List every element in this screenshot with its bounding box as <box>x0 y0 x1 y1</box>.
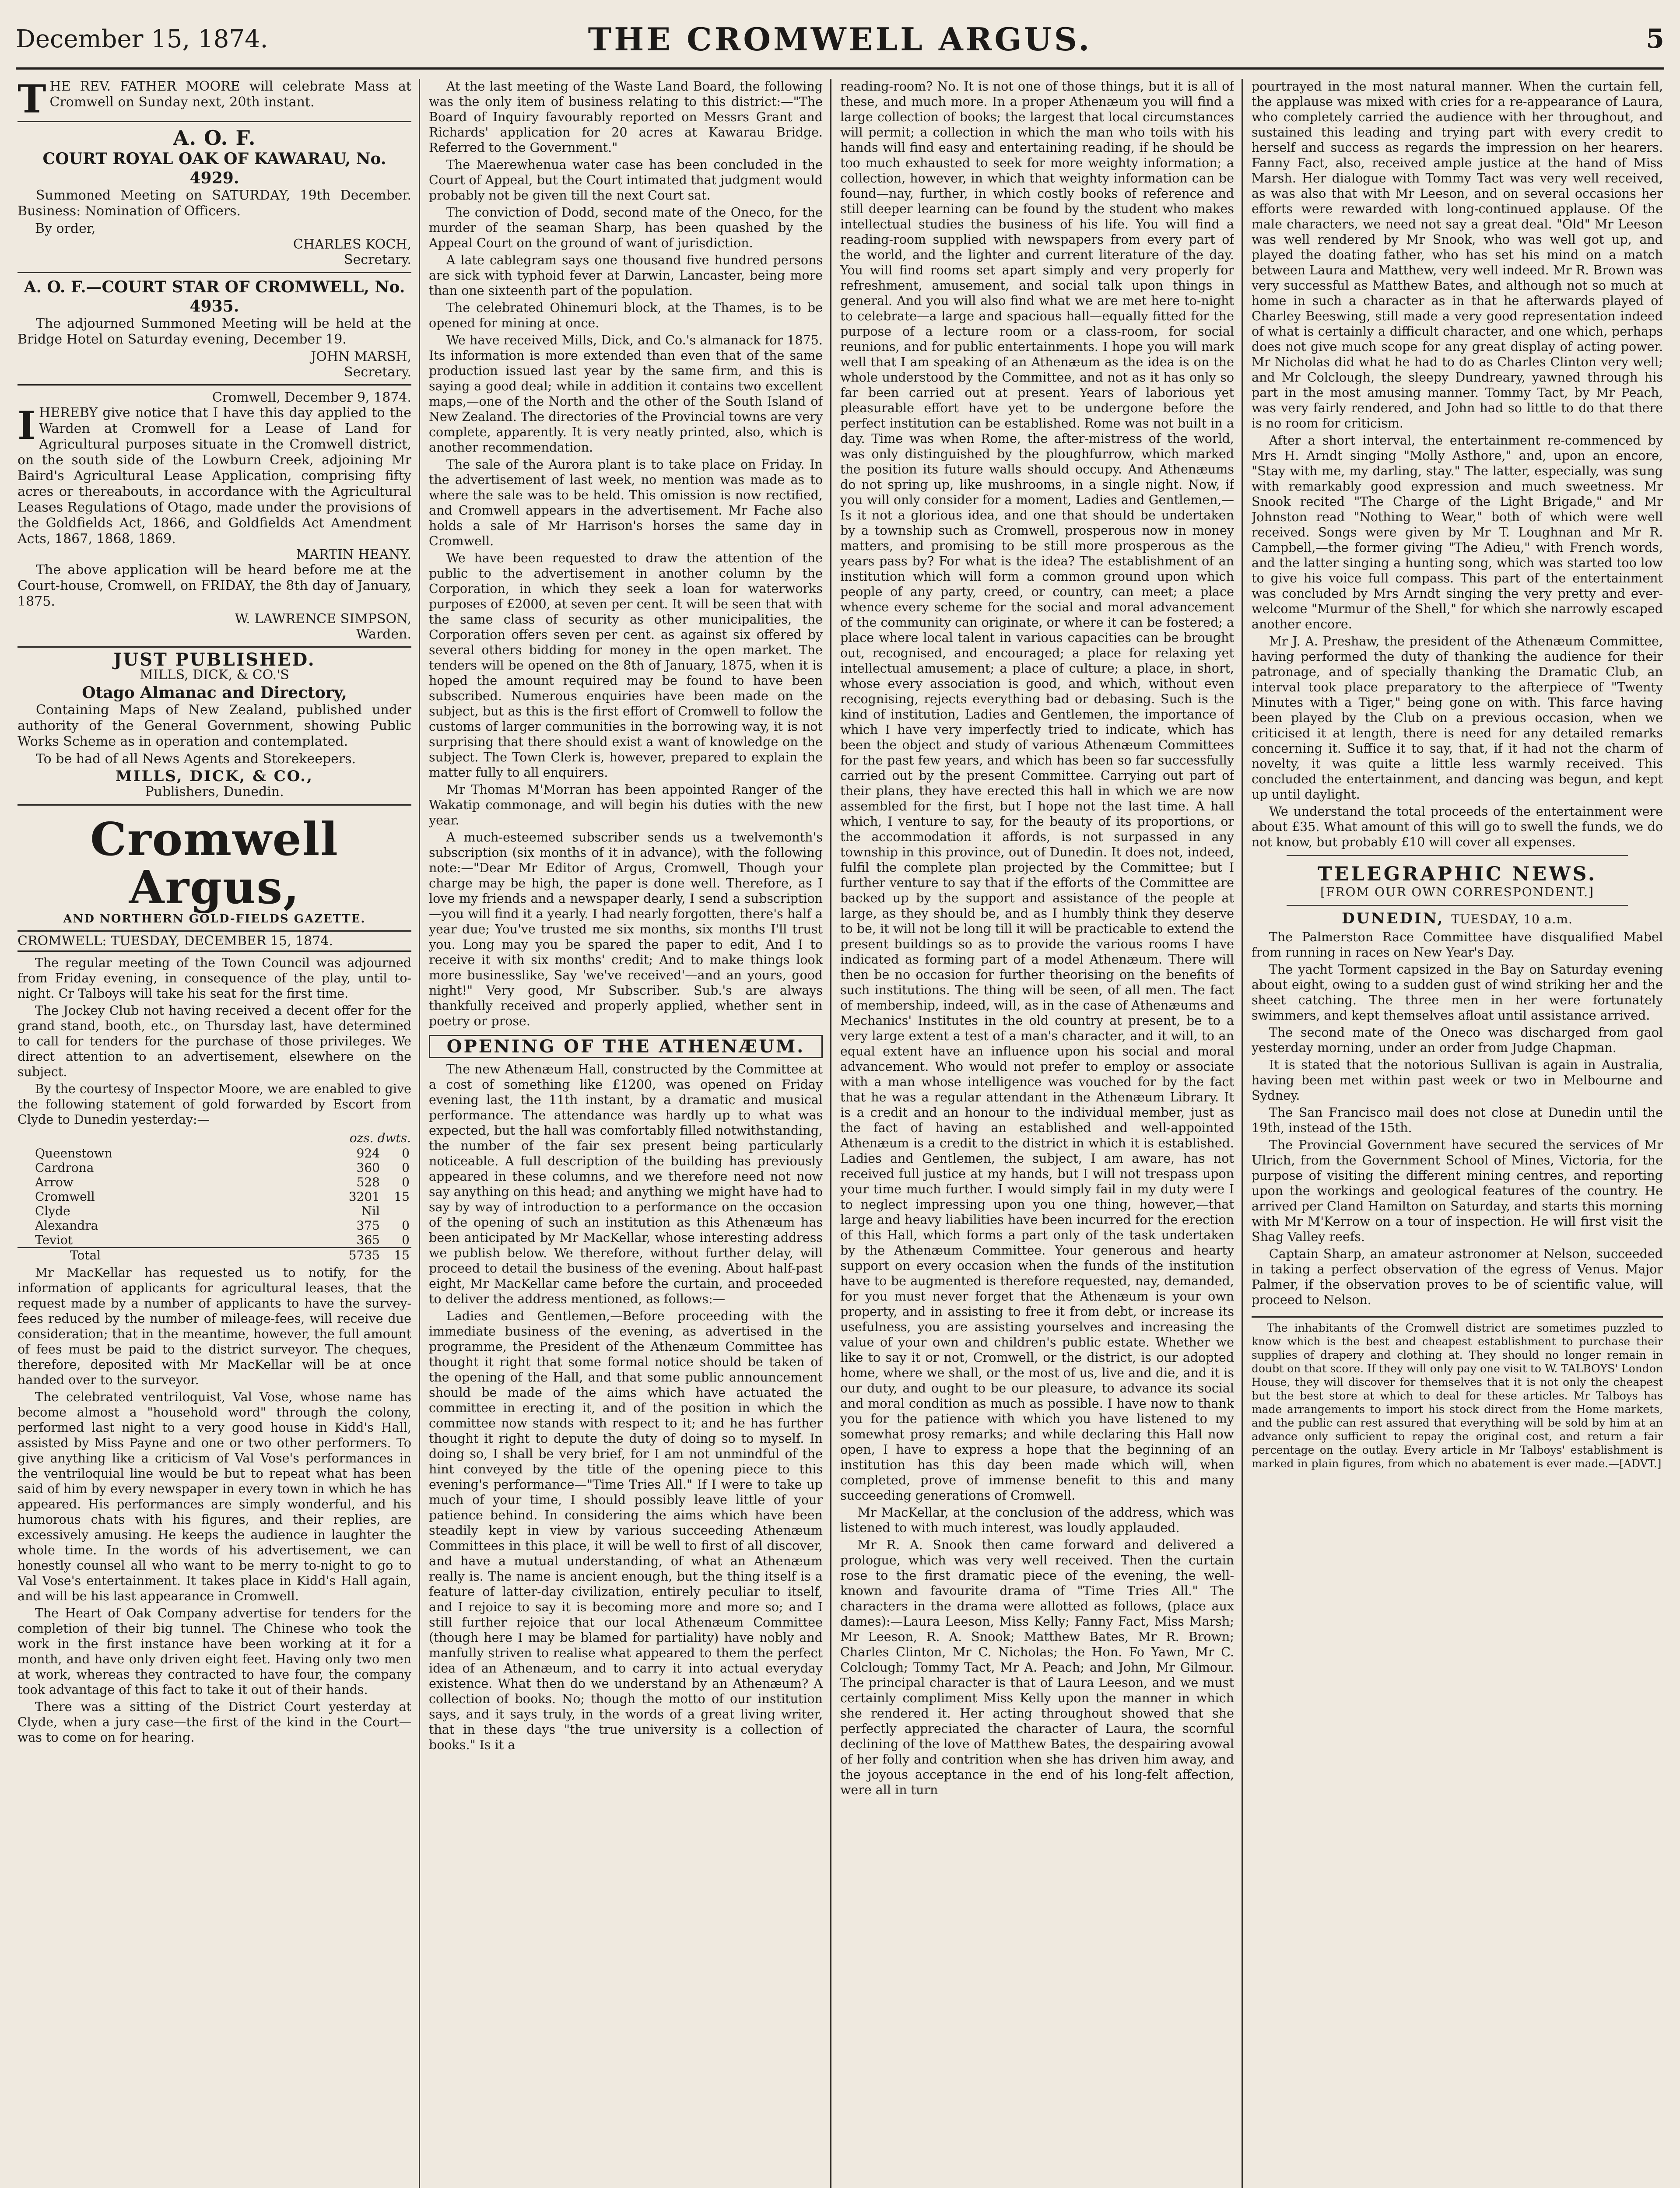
news-paragraph: The sale of the Aurora plant is to take place on Friday. In the advertisement of last week, no mention was made as to where the sale was to be held. This omission is now rectified, and Cromwell appears in the advertisement. Mr Fache also holds a sale of Mr Harrison's horses the same day in Cromwell. <box>429 457 823 548</box>
news-paragraph: A much-esteemed subscriber sends us a twelvemonth's subscription (six months of it in advance), with the following note:—"Dear Mr Editor of Argus, Cromwell, Though your charge may be high, the paper is done well. Therefore, as I love my friends and a newspaper dearly, I send a subscription—you will find it a yearly. I had nearly forgotten, there's half a year due; You've trusted me six months, six months I'll trust you. Long may you be spared the paper to edit, And I to receive it with six months' credit; And to make things look more businesslike, Say 'we've received'—and an yours, good night!" Very good, Mr Subscriber. Sub.'s are always thankfully received and properly applied, whether sent in poetry or prose. <box>429 830 823 1028</box>
column-rule <box>830 79 831 2188</box>
column-1 <box>18 79 411 2188</box>
ad-text: Containing Maps of New Zealand, published under authority of the General Government, showing Public Works Scheme as in operation and contemplated. <box>18 702 411 749</box>
gold-ounces: 528 <box>356 1175 380 1189</box>
divider <box>18 646 411 648</box>
nameplate-subtitle: AND NORTHERN GOLD-FIELDS GAZETTE. <box>63 912 366 926</box>
news-paragraph: Mr MacKellar has requested us to notify, for the information of applicants for agricultural leases, that the request made by a number of applicants to have the survey-fees reduced by the number of mileage-fees, will receive due consideration; that in the meantime, however, the full amount of fees must be paid to the district surveyor. The cheques, therefore, deposited with Mr MacKellar will be at once handed over to the surveyor. <box>18 1266 411 1387</box>
gold-pennyweights: 0 <box>402 1161 410 1175</box>
news-paragraph: A late cablegram says one thousand five hundred persons are sick with typhoid fever at Darwin, Lancaster, being more than one sixteenth part of the population. <box>429 253 823 298</box>
nameplate-title: Cromwell Argus, <box>90 812 339 914</box>
news-paragraph: At the last meeting of the Waste Land Board, the following was the only item of business relating to this district:—"The Board of Inquiry favourably reported on Messrs Grant and Richards' application for 20 acres at Kawarau Bridge. Referred to the Government." <box>429 79 823 155</box>
gold-table-row <box>18 1146 411 1161</box>
divider <box>1287 905 1628 906</box>
gold-pennyweights: 15 <box>394 1189 410 1204</box>
notice-signature: JOHN MARSH, <box>311 349 411 365</box>
gold-ounces: 3201 <box>348 1189 380 1204</box>
gold-escort-table <box>18 1130 411 1262</box>
notice-court-royal-oak <box>18 126 411 267</box>
notice-hearing: The above application will be heard before me at the Court-house, Cromwell, on FRIDAY, the 8th day of January, 1875. <box>18 562 411 609</box>
news-paragraph: The Jockey Club not having received a decent offer for the grand stand, booth, etc., on Thursday last, have determined to call for tenders for the purchase of those privileges. We direct attention to an advertisement, elsewhere on the subject. <box>18 1003 411 1079</box>
notice-title: A. O. F.—COURT STAR OF CROMWELL, No. 4935. <box>24 278 405 316</box>
notice-role: Warden. <box>356 627 411 642</box>
news-paragraph: There was a sitting of the District Court yesterday at Clyde, when a jury case—the first of the kind in the Court—was to come on for hearing. <box>18 1700 411 1745</box>
ad-signature: MILLS, DICK, & CO., <box>116 768 313 785</box>
telegram-dateline <box>1252 911 1663 927</box>
news-paragraph: Mr R. A. Snook then came forward and delivered a prologue, which was very well received. Then the curtain rose to the first dramatic piece of the evening, the well-known and favourite drama of "Time Tries All." The characters in the drama were allotted as follows, (place aux dames):—Laura Leeson, Miss Kelly; Fanny Fact, Miss Marsh; Mr Leeson, R. A. Snook; Matthew Bates, Mr R. Brown; Charles Clinton, Mr C. Nicholas; the Hon. Fo Yawn, Mr C. Colclough; Tommy Tact, Mr A. Peach; and John, Mr Gilmour. The principal character is that of Laura Leeson, and we must certainly compliment Miss Kelly upon the manner in which she rendered it. Her acting throughout showed that she perfectly appreciated the character of Laura, the scornful declining of the love of Matthew Bates, the despairing avowal of her folly and contrition when she has driven him away, and the joyous acceptance in the end of his long-felt affection, were all in turn <box>840 1538 1234 1797</box>
masthead <box>16 11 1664 70</box>
advertorial-text: The inhabitants of the Cromwell district are sometimes puzzled to know which is the best and cheapest establishment to purchase their supplies of drapery and clothing at. They should no longer remain in doubt on that score. If they will only pay one visit to W. TALBOYS' London House, they will discover for themselves that it is not only the cheapest but the best store at which to deal for these articles. Mr Talboys has made arrangements to import his stock direct from the Home markets, and the public can rest assured that everything will be sold by him at an advance only sufficient to repay the original cost, and return a fair percentage on the outlay. Every article in Mr Talboys' establishment is marked in plain figures, from which no abatement is ever made.—[ADVT.] <box>1252 1322 1663 1470</box>
notice-land-lease <box>18 390 411 642</box>
column-2 <box>429 79 823 2188</box>
gold-place: Arrow <box>35 1175 74 1189</box>
news-paragraph: Mr MacKellar, at the conclusion of the address, which was listened to with much interest, was loudly applauded. <box>840 1505 1234 1535</box>
notice-text: The adjourned Summoned Meeting will be held at the Bridge Hotel on Saturday evening, December 19. <box>18 316 411 347</box>
notice-warden: W. LAWRENCE SIMPSON, <box>235 611 411 627</box>
gold-ounces: 365 <box>356 1233 380 1247</box>
gold-total-dwt: 15 <box>382 1248 411 1262</box>
ad-role: Publishers, Dunedin. <box>145 784 284 799</box>
news-paragraph: The celebrated ventriloquist, Val Vose, whose name has become almost a "household word" through the colony, performed last night to a very good house in Kidd's Hall, assisted by Miss Payne and one or two other performers. To give anything like a criticism of Val Vose's performances in the ventriloquial line would be but to repeat what has been said of him by every newspaper in every town in which he has appeared. His performances are simply wonderful, and his humorous chats with his figures, and their replies, are excessively amusing. He keeps the audience in laughter the whole time. In the words of his advertisement, we can honestly counsel all who want to be merry to-night to go to Val Vose's entertainment. It takes place in Kidd's Hall again, and will be his last appearance in Cromwell. <box>18 1390 411 1603</box>
notice-signature: MARTIN HEANY. <box>296 547 411 562</box>
notice-signature: CHARLES KOCH, <box>293 237 411 252</box>
news-paragraph: Mr Thomas M'Morran has been appointed Ranger of the Wakatip commonage, and will begin his duties with the new year. <box>429 782 823 828</box>
gold-table-row <box>18 1204 411 1218</box>
news-paragraph: We have received Mills, Dick, and Co.'s almanack for 1875. Its information is more extended than even that of the same production issued last year by the same firm, and this is saying a good deal; while in addition it contains two excellent maps,—one of the North and the other of the South Island of New Zealand. The directories of the Provincial towns are very complete, apparently. It is very neatly printed, also, which is another recommendation. <box>429 333 823 455</box>
notice-heading: A. O. F. <box>173 126 256 150</box>
divider <box>1287 855 1628 856</box>
news-paragraph: The Maerewhenua water case has been concluded in the Court of Appeal, but the Court intimated that judgment would probably not be given till the next Court sat. <box>429 158 823 203</box>
gold-ounces: Nil <box>361 1204 380 1218</box>
telegram-item: It is stated that the notorious Sullivan is again in Australia, having been met within past week or two in Melbourne and Sydney. <box>1252 1058 1663 1103</box>
section-subheading: [FROM OUR OWN CORRESPONDENT.] <box>1320 885 1594 899</box>
gold-place: Cromwell <box>35 1189 95 1204</box>
issue-date: December 15, 1874. <box>16 25 268 53</box>
telegram-item: The Provincial Government have secured the services of Mr Ulrich, from the Government School of Mines, Victoria, for the purpose of visiting the different mining centres, and reporting upon the workings and geological features of the country. He arrived per Cland Hamilton on Saturday, and starts this morning with Mr M'Kerrow on a tour of inspection. He will first visit the Shag Valley reefs. <box>1252 1138 1663 1244</box>
divider <box>18 804 411 806</box>
section-heading-telegraphic: TELEGRAPHIC NEWS. <box>1317 863 1597 885</box>
gold-table-row <box>18 1175 411 1189</box>
telegram-item: The Palmerston Race Committee have disqualified Mabel from running in races on New Year's Day. <box>1252 930 1663 960</box>
notice-title: COURT ROYAL OAK OF KAWARAU, No. 4929. <box>42 150 386 187</box>
gold-ounces: 924 <box>356 1146 380 1161</box>
paper-title: THE CROMWELL ARGUS. <box>588 20 1092 58</box>
gold-total-label: Total <box>18 1248 326 1262</box>
advertorial-talboys <box>1252 1316 1663 1470</box>
gold-place: Teviot <box>35 1233 73 1247</box>
dateline-place: DUNEDIN, <box>1342 910 1445 927</box>
divider <box>18 121 411 122</box>
news-paragraph: The celebrated Ohinemuri block, at the Thames, is to be opened for mining at once. <box>429 301 823 330</box>
notice-role: Secretary. <box>344 365 411 380</box>
gold-place: Queenstown <box>35 1146 112 1161</box>
notice-father-moore <box>18 79 411 122</box>
notice-role: Secretary. <box>344 252 411 267</box>
gold-table-row <box>18 1233 411 1248</box>
gold-place: Alexandra <box>35 1218 98 1233</box>
dateline-time: TUESDAY, 10 a.m. <box>1451 912 1573 926</box>
gold-ounces: 375 <box>356 1218 380 1233</box>
ad-publisher-line: MILLS, DICK, & CO.'S <box>140 667 289 683</box>
gold-table-row <box>18 1161 411 1175</box>
news-paragraph: We have been requested to draw the attention of the public to the advertisement in another column by the Corporation, in which they seek a loan for waterworks purposes of £2000, at seven per cent. It will be seen that with the same class of security as other municipalities, the Corporation offers seven per cent. as against six offered by several others bidding for money in the open market. The tenders will be opened on the 8th of January, 1875, when it is hoped the amount required may be found to have been subscribed. Numerous enquiries have been made on the subject, but as this is the first effort of Cromwell to follow the customs of larger communities in the borrowing way, it is not surprising that there should exist a want of knowledge on the subject. The Town Clerk is, however, prepared to explain the matter fully to all enquirers. <box>429 551 823 780</box>
ad-almanac <box>18 649 411 800</box>
divider <box>18 384 411 386</box>
news-paragraph: reading-room? No. It is not one of those things, but it is all of these, and much more. In a proper Athenæum you will find a large collection of books; the largest that local circumstances will permit; a collection in which the man who toils with his hands will find easy and entertaining reading, if he should be too much exhausted to seek for more weighty information; a collection, however, in which that weighty information can be found—nay, further, in which costly books of reference and still deeper learning can be found by the student who makes intellectual studies the business of his life. You will find a reading-room supplied with newspapers from every part of the world, and the lighter and current literature of the day. You will find rooms set apart simply and very properly for refreshment, amusement, and social talk upon things in general. And you will also find what we are met here to-night to celebrate—a large and spacious hall—equally fitted for the purpose of a lecture room or a class-room, for social reunions, and for public entertainments. I hope you will mark well that I am speaking of an Athenæum as the idea is on the whole understood by the Committee, and not as it has only so far been carried out at present. Years of laborious yet pleasurable effort have yet to be undergone before the perfect institution can be established. Rome was not built in a day. Time was when Rome, the after-mistress of the world, was only distinguished by the ploughfurrow, which marked the position its future walls should occupy. And Athenæums do not spring up, like mushrooms, in a single night. Now, if you will only consider for a moment, Ladies and Gentlemen,—Is it not a glorious idea, and one that should be undertaken by a township such as Cromwell, prosperous now in money matters, and promising to be still more prosperous as the years pass by? For what is the idea? The establishment of an institution which will form a common ground upon which people of any party, creed, or country, can meet; a place whence every scheme for the social and moral advancement of the community can originate, or where it can be fostered; a place where local talent in various capacities can be brought out, recognised, and encouraged; a place for relaxing yet intellectual amusement; a place of culture; a place, in short, whose every association is good, and which, without even recognising, rejects everything bad or debasing. Such is the kind of institution, Ladies and Gentlemen, the importance of which I have very imperfectly tried to indicate, which has been the object and study of various Athenæum Committees for the past few years, and which has been so far successfully carried out by the present Committee. Carrying out part of their plans, they have erected this hall in which we are now assembled for the first, but I hope not the last time. A hall which, I venture to say, for the beauty of its proportions, or the accommodation it affords, is not surpassed in any township in this province, out of Dunedin. It does not, indeed, fulfil the complete plan projected by the Committee; but I further venture to say that if the efforts of the Committee are backed up by the support and assistance of the people at large, as they should be, and as I humbly think they deserve to be, it will not be long till it will be practicable to extend the present buildings so as to provide the various rooms I have indicated as forming part of a model Athenæum. There will then be no occasion for further theorising on the benefits of such institutions. The thing will be seen, of all men. The fact of membership, indeed, will, as in the case of Athenæums and Mechanics' Institutes in the old country at present, be to a very large extent a test of a man's character, and it will, to an equal extent have an influence upon his social and moral advancement. Who would not prefer to employ or associate with a man whose intelligence was vouched for by the fact that he was a regular attendant in the Athenæum Library. It is a credit and an honour to the individual member, just as the fact of having an established and well-appointed Athenæum is a credit to the district in which it is established. Ladies and Gentlemen, the subject, I am aware, has not received full justice at my hands, but I will not trespass upon your time much further. I would simply fail in my duty were I to neglect impressing upon you one thing, however,—that large and heavy liabilities have been incurred for the erection of this Hall, which forms a part only of the task undertaken by the Athenæum Committee. Your generous and hearty support on every occasion when the funds of the institution have to be augmented is therefore requested, nay, demanded, for you must never forget that the Athenæum is your own property, and in assisting to free it from debt, or increase its usefulness, you are assisting yourselves and increasing the value of your own and children's public estate. Whether we like to say it or not, Cromwell, or the district, is our adopted home, where we shall, or the most of us, live and die, and it is our duty, and ought to be our pleasure, to advance its social and moral condition as much as possible. I have now to thank you for the patience with which you have listened to my somewhat prosy remarks; and while declaring this Hall now open, I have to express a hope that the beginning of an institution has this day been made which will, when completed, prove of immense benefit to this and many succeeding generations of Cromwell. <box>840 79 1234 1503</box>
column-rule <box>419 79 420 2188</box>
news-paragraph: The conviction of Dodd, second mate of the Oneco, for the murder of the seaman Sharp, has been quashed by the Appeal Court on the ground of want of jurisdiction. <box>429 205 823 250</box>
issue-line <box>18 930 411 952</box>
nameplate <box>18 812 411 927</box>
gold-place: Clyde <box>35 1204 70 1218</box>
telegram-item: Captain Sharp, an amateur astronomer at Nelson, succeeded in taking a perfect observation of the egress of Venus. Major Palmer, if the observation proves to be of scientific value, will proceed to Nelson. <box>1252 1247 1663 1307</box>
drop-cap: T <box>18 79 46 122</box>
gold-total-row <box>18 1248 411 1262</box>
ad-book-title: Otago Almanac and Directory, <box>82 684 347 702</box>
gold-table-row <box>18 1189 411 1204</box>
news-paragraph: The new Athenæum Hall, constructed by the Committee at a cost of something like £1200, was opened on Friday evening last, the 11th instant, by a dramatic and musical performance. The attendance was hardly up to what was expected, but the hall was comfortably filled notwithstanding, the number of the fair sex present being particularly noticeable. A full description of the building has previously appeared in these columns, and we therefore need not now say anything on this head; and anything we might have had to say by way of introduction to a performance on the occasion of the opening of such an institution as this Athenæum has been anticipated by Mr MacKellar, whose interesting address we publish below. We therefore, without further delay, will proceed to detail the business of the evening. About half-past eight, Mr MacKellar came before the curtain, and proceeded to deliver the address mentioned, as follows:— <box>429 1062 823 1306</box>
news-paragraph: Mr J. A. Preshaw, the president of the Athenæum Committee, having performed the duty of thanking the audience for their patronage, and of specially thanking the Dramatic Club, an interval took place preparatory to the afterpiece of "Twenty Minutes with a Tiger," being gone on with. This farce having been played by the Club on a previous occasion, when we criticised it at length, there is need for any detailed remarks concerning it. Suffice it to say, that, if it had not the charm of novelty, it was quite a little less warmly received. This concluded the entertainment, and dancing was begun, and kept up until daylight. <box>1252 634 1663 802</box>
gold-table-row <box>18 1218 411 1233</box>
news-paragraph: We understand the total proceeds of the entertainment were about £35. What amount of this will go to swell the funds, we do not know, but probably £10 will cover all expenses. <box>1252 804 1663 849</box>
gold-pennyweights <box>382 1204 411 1218</box>
news-paragraph: By the courtesy of Inspector Moore, we are enabled to give the following statement of gold forwarded by Escort from Clyde to Dunedin yesterday:— <box>18 1082 411 1127</box>
divider <box>18 272 411 273</box>
gold-pennyweights: 0 <box>402 1146 410 1161</box>
notice-by-order: By order, <box>35 221 96 236</box>
news-paragraph: The regular meeting of the Town Council was adjourned from Friday evening, in consequence of the play, until to-night. Cr Talboys will take his seat for the first time. <box>18 956 411 1001</box>
notice-court-star <box>18 277 411 380</box>
ad-note: To be had of all News Agents and Storekeepers. <box>36 751 356 767</box>
news-paragraph: The Heart of Oak Company advertise for tenders for the completion of their big tunnel. The Chinese who took the work in the first instance have been working at it for a month, and have only driven eight feet. Having only two men at work, whereas they contracted to have four, the company took advantage of this fact to take it out of their hands. <box>18 1606 411 1697</box>
news-paragraph: Ladies and Gentlemen,—Before proceeding with the immediate business of the evening, as advertised in the programme, the President of the Athenæum Committee has thought it right that some formal notice should be taken of the opening of the Hall, and that some public announcement should be made of the aims which have actuated the committee in erecting it, and of the position in which the committee now stands with respect to it; and he has further thought it right to depute the duty of doing so to myself. In doing so, I shall be very brief, for I am not unmindful of the hint conveyed by the title of the opening piece to this evening's performance—"Time Tries All." If I were to take up much of your time, I should possibly leave little of your patience behind. In considering the aims which have been steadily kept in view by various succeeding Athenæum Committees in this place, it will be well to first of all discover, and have a mutual understanding, of what an Athenæum really is. The name is ancient enough, but the thing itself is a feature of latter-day civilization, entirely peculiar to itself, and I rejoice to say it is becoming more and more so; and I still further rejoice that our local Athenæum Committee (though here I may be blamed for partiality) have nobly and manfully striven to realise what appeared to them the perfect idea of an Athenæum, and to carry it into actual everyday existence. What then do we understand by an Athenæum? A collection of books. No; though the motto of our institution says, and it says truly, in the words of a great living writer, that in these days "the true university is a collection of books." Is it a <box>429 1309 823 1752</box>
drop-cap: I <box>18 403 36 448</box>
telegram-item: The yacht Torment capsized in the Bay on Saturday evening about eight, owing to a sudden gust of wind striking her and the sheet catching. The three men in her were fortunately swimmers, and kept themselves afloat until assistance arrived. <box>1252 962 1663 1023</box>
gold-pennyweights: 0 <box>402 1218 410 1233</box>
gold-pennyweights: 0 <box>402 1175 410 1189</box>
gold-place: Cardrona <box>35 1161 94 1175</box>
issue-line-text: CROMWELL: TUESDAY, DECEMBER 15, 1874. <box>18 933 333 949</box>
column-rule <box>1242 79 1243 2188</box>
gold-pennyweights: 0 <box>402 1233 410 1247</box>
gold-table-header: ozs. dwts. <box>349 1131 411 1145</box>
news-paragraph: After a short interval, the entertainment re-commenced by Mrs H. Arndt singing "Molly Asthore," and, upon an encore, "Stay with me, my darling, stay." The latter, especially, was sung with remarkably good expression and much sweetness. Mr Snook recited "The Charge of the Light Brigade," and Mr Johnston read "Nothing to Wear," both of which were well received. Songs were given by Mr T. Loughnan and Mr R. Campbell,—the former giving "The Adieu," with French words, and the latter singing a hunting song, which was started too low to give his voice full compass. This part of the entertainment was concluded by Mrs Arndt singing the very pretty and ever-welcome "Murmur of the Shell," for which she narrowly escaped another encore. <box>1252 433 1663 631</box>
notice-text: Summoned Meeting on SATURDAY, 19th December. Business: Nomination of Officers. <box>18 188 411 219</box>
gold-total-oz: 5735 <box>326 1248 382 1262</box>
section-heading-athenaeum: OPENING OF THE ATHENÆUM. <box>429 1035 823 1058</box>
notice-dateline: Cromwell, December 9, 1874. <box>212 390 411 405</box>
telegram-item: The second mate of the Oneco was discharged from gaol yesterday morning, under an order from Judge Chapman. <box>1252 1025 1663 1055</box>
column-3 <box>840 79 1234 2188</box>
notice-text: HE REV. FATHER MOORE will celebrate Mass at Cromwell on Sunday next, 20th instant. <box>49 79 411 110</box>
news-paragraph: pourtrayed in the most natural manner. When the curtain fell, the applause was mixed with cries for a re-appearance of Laura, who completely carried the audience with her throughout, and sustained this leading and trying part with every credit to herself and success as regards the impression on her hearers. Fanny Fact, also, received ample justice at the hand of Miss Marsh. Her dialogue with Tommy Tact was very well received, as was also that with Mr Leeson, and on several occasions her efforts were rewarded with long-continued applause. Of the male characters, we need not say a great deal. "Old" Mr Leeson was well rendered by Mr Snook, who was well got up, and played the doating father, who has set his mind on a match between Laura and Matthew, very well indeed. Mr R. Brown was very successful as Matthew Bates, and although not so much at home in such a character as in that he afterwards played of Charley Beeswing, still made a very good representation indeed of what is certainly a difficult character, and one which, perhaps does not give much scope for any great display of acting power. Mr Nicholas did what he had to do as Charles Clinton very well; and Mr Colclough, the sleepy Dundreary, yawned through his part in the most amusing manner. Tommy Tact, by Mr Peach, was very fairly rendered, and John had so little to do that there is no room for criticism. <box>1252 79 1663 431</box>
ad-title: JUST PUBLISHED. <box>113 649 316 670</box>
notice-text: HEREBY give notice that I have this day applied to the Warden at Cromwell for a Lease of Land for Agricultural purposes situate in the Cromwell district, on the south side of the Lowburn Creek, adjoining Mr Baird's Agricultural Lease Application, comprising fifty acres or thereabouts, in accordance with the Agricultural Leases Regulations of Otago, made under the provisions of the Goldfields Act, 1866, and Goldfields Act Amendment Acts, 1867, 1868, 1869. <box>18 405 411 547</box>
column-4 <box>1252 79 1663 2188</box>
telegram-item: The San Francisco mail does not close at Dunedin until the 19th, instead of the 15th. <box>1252 1105 1663 1135</box>
gold-ounces: 360 <box>356 1161 380 1175</box>
page-number: 5 <box>1646 24 1664 54</box>
